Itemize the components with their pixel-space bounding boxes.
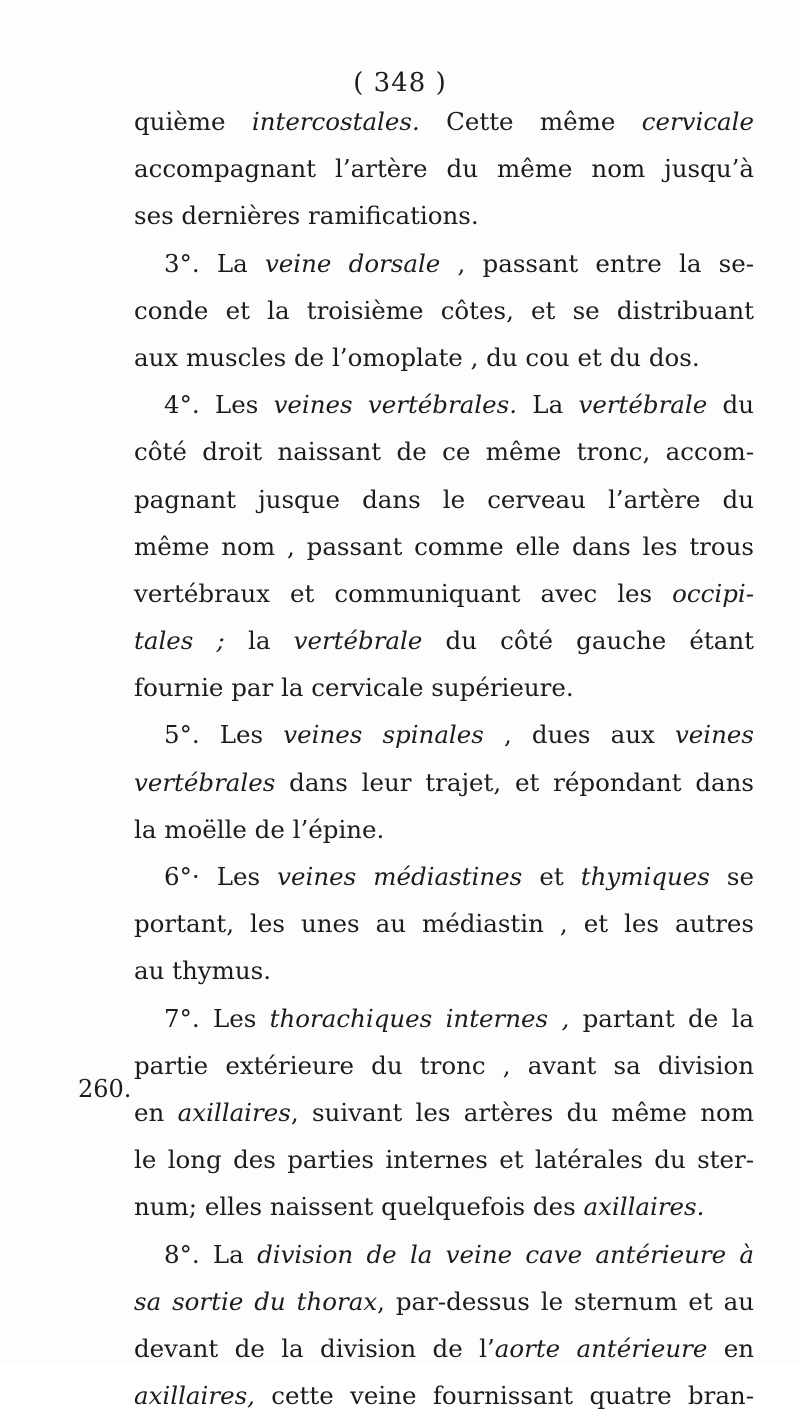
text-line (134, 98, 754, 145)
italic-term: veines (674, 720, 754, 750)
body-text (134, 98, 754, 1419)
text-run: vertébraux et communiquant avec les (134, 578, 673, 608)
text-line (134, 523, 754, 570)
text-run: au thymus. (134, 956, 272, 986)
text-run: , dues aux (483, 720, 675, 750)
text-line (134, 1325, 754, 1372)
text-line (134, 476, 754, 523)
text-run: du côté gauche étant (422, 626, 754, 656)
text-run: quième (134, 107, 252, 136)
italic-term: veines spinales (283, 720, 484, 750)
italic-term: thorachiques internes , (269, 1003, 570, 1033)
text-line (134, 1089, 754, 1136)
text-line (134, 759, 754, 806)
text-run: aux muscles de l’omoplate , du cou et du dos. (134, 342, 700, 372)
italic-term: intercostales. (251, 107, 420, 136)
text-line (134, 1278, 754, 1325)
text-run: , passant entre la se- (440, 248, 754, 278)
italic-term: vertébrales (134, 767, 276, 797)
text-run: partie extérieure du tronc , avant sa division (134, 1050, 754, 1080)
text-line (134, 287, 754, 334)
italic-term: veine dorsale (264, 248, 441, 278)
italic-term: tales ; (134, 626, 225, 656)
text-run: dans leur trajet, et répondant dans (275, 767, 754, 797)
text-line (134, 900, 754, 947)
text-line (134, 947, 754, 994)
italic-term: cervicale (641, 107, 754, 136)
text-line (134, 806, 754, 853)
text-run: , par-dessus le sternum et au (377, 1286, 755, 1316)
text-run: la moëlle de l’épine. (134, 814, 385, 844)
text-run: 3°. La (164, 248, 265, 278)
text-run: même nom , passant comme elle dans les trous (134, 531, 754, 561)
text-run: pagnant jusque dans le cerveau l’artère du (134, 484, 754, 514)
text-line (134, 334, 754, 381)
italic-term: aorte antérieure (494, 1333, 708, 1363)
text-line (134, 381, 754, 428)
text-run: , suivant les artères du même nom (290, 1097, 754, 1127)
text-run: se (709, 862, 755, 891)
italic-term: division de la veine cave antérieure à (257, 1239, 754, 1269)
text-run: la (224, 626, 294, 656)
text-line (134, 240, 754, 287)
text-line (134, 664, 754, 711)
text-line (134, 428, 754, 475)
text-run: portant, les unes au médiastin , et les autres (134, 909, 754, 939)
text-run: num; elles naissent quelquefois des (134, 1192, 584, 1222)
italic-term: axillaires (177, 1097, 291, 1127)
text-run: partant de la (569, 1003, 754, 1033)
text-run: 6°· Les (164, 862, 278, 891)
italic-term: sa sortie du thorax (134, 1286, 378, 1316)
text-run: le long des parties internes et latérales du ster- (134, 1145, 754, 1175)
italic-term: axillaires. (583, 1192, 705, 1222)
text-run: 7°. Les (164, 1003, 270, 1033)
text-run: côté droit naissant de ce même tronc, accom- (134, 437, 754, 467)
text-run: ses dernières ramifications. (134, 201, 479, 231)
text-line (134, 853, 754, 900)
text-line (134, 1231, 754, 1278)
text-run: La (517, 390, 579, 420)
page-number: ( 348 ) (353, 68, 447, 98)
text-run: conde et la troisième côtes, et se distribuant (134, 295, 754, 325)
italic-term: occipi- (672, 578, 754, 608)
text-line (134, 1136, 754, 1183)
text-run: 5°. Les (164, 720, 284, 750)
text-line (134, 617, 754, 664)
text-line (134, 1183, 754, 1230)
text-run: 8°. La (164, 1239, 258, 1269)
text-line (134, 145, 754, 192)
italic-term: vertébrale (293, 626, 423, 656)
text-line (134, 995, 754, 1042)
italic-term: thymiques (580, 862, 710, 891)
text-run: cette veine fournissant quatre bran- (254, 1381, 754, 1411)
italic-term: vertébrale (578, 390, 708, 420)
margin-note: 260. (78, 1075, 132, 1103)
text-run: 4°. Les (164, 390, 274, 420)
text-run: en (707, 1333, 754, 1363)
text-run: devant de la division de l’ (134, 1333, 495, 1363)
text-run: Cette même (419, 107, 642, 136)
text-line (134, 1372, 754, 1419)
text-line (134, 570, 754, 617)
text-run: du (707, 390, 754, 420)
italic-term: veines vertébrales. (273, 390, 517, 420)
text-line (134, 711, 754, 758)
text-run: fournie par la cervicale supérieure. (134, 673, 574, 703)
italic-term: axillaires, (134, 1381, 255, 1411)
text-run: accompagnant l’artère du même nom jusqu’à (134, 154, 754, 184)
text-line (134, 1042, 754, 1089)
text-line (134, 192, 754, 239)
text-run: et (522, 862, 581, 891)
text-run: en (134, 1097, 178, 1127)
italic-term: veines médiastines (277, 862, 523, 891)
